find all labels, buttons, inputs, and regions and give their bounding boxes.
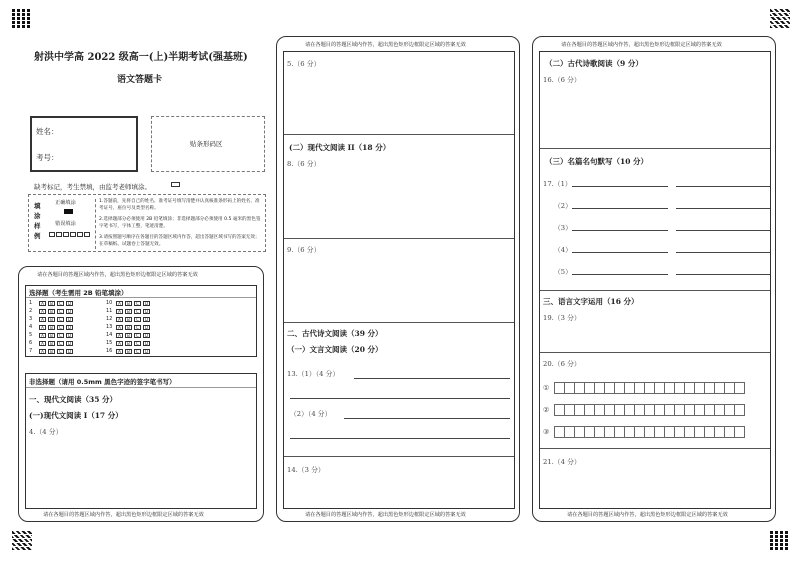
- choice-bubble-7-D[interactable]: D: [67, 348, 72, 354]
- choice-number: 15: [106, 340, 113, 346]
- answer-region-1: [18, 266, 264, 522]
- q20-grid-row-1[interactable]: [554, 382, 744, 394]
- choice-bubble-3-D[interactable]: D: [67, 316, 72, 322]
- choice-bubble-3-B[interactable]: B: [48, 317, 55, 322]
- choice-row-2: [29, 308, 73, 314]
- choice-bubble-11-C[interactable]: C: [134, 309, 141, 314]
- choice-bubble-14-D[interactable]: D: [144, 332, 149, 338]
- fill-example-label: 填涂样例: [34, 202, 41, 240]
- choice-bubble-13-C[interactable]: C: [134, 325, 141, 330]
- choice-row-14: [106, 332, 150, 338]
- question-8-label[interactable]: 8.（6 分）: [287, 160, 321, 168]
- choice-bubble-4-B[interactable]: B: [48, 325, 55, 330]
- choice-bubble-16-C[interactable]: C: [134, 349, 141, 354]
- choice-bubble-13-A[interactable]: A: [116, 325, 123, 330]
- choice-number: 6: [29, 340, 33, 346]
- qr-code-bottom-left: [12, 530, 32, 550]
- section-2c-heading: （三）名篇名句默写（10 分）: [545, 157, 649, 166]
- choice-bubble-12-C[interactable]: C: [134, 317, 141, 322]
- choice-bubble-16-A[interactable]: A: [116, 349, 123, 354]
- section-2-heading: 二、古代诗文阅读（39 分）: [287, 329, 383, 338]
- q20-mark-1: ①: [543, 384, 550, 392]
- warning-bottom-2: 请在各题目的答题区域内作答，超出黑色矩形边框限定区域的答案无效: [305, 512, 466, 518]
- warning-bottom-1: 请在各题目的答题区域内作答，超出黑色矩形边框限定区域的答案无效: [43, 512, 204, 518]
- section-2b-heading: （二）古代诗歌阅读（9 分）: [545, 59, 643, 68]
- choice-bubble-11-B[interactable]: B: [125, 309, 132, 314]
- instruction-1: 1.答题前，先将自己的姓名、准考证号填写清楚并认真核准条形码上的姓名、准考证号、座位号及类型名称。: [99, 199, 260, 211]
- question-17-1-label[interactable]: 17.（1）: [543, 180, 572, 188]
- choice-bubble-14-C[interactable]: C: [134, 333, 141, 338]
- choice-bubble-15-D[interactable]: D: [144, 340, 149, 346]
- question-20-label[interactable]: 20.（6 分）: [543, 360, 581, 368]
- qr-code-bottom-right: [770, 530, 790, 550]
- choice-row-15: [106, 340, 150, 346]
- choice-bubble-11-A[interactable]: A: [116, 309, 123, 314]
- choice-row-5: [29, 332, 73, 338]
- qr-code-top-left: [12, 8, 32, 28]
- choice-row-6: [29, 340, 73, 346]
- choice-bubble-1-A[interactable]: A: [39, 301, 46, 306]
- choice-number: 4: [29, 324, 33, 330]
- section-3-heading: 三、语言文字运用（16 分）: [543, 297, 639, 306]
- choice-bubble-11-D[interactable]: D: [144, 308, 149, 314]
- q13-2-line-2[interactable]: [290, 438, 510, 439]
- q20-mark-2: ②: [543, 406, 550, 414]
- choice-row-10: [106, 300, 150, 306]
- col2-frame: [283, 51, 515, 509]
- col3-frame: [539, 51, 771, 509]
- choice-bubble-2-B[interactable]: B: [48, 309, 55, 314]
- choice-bubble-7-A[interactable]: A: [39, 349, 46, 354]
- choice-row-7: [29, 348, 73, 354]
- q13-1-line-1[interactable]: [354, 378, 510, 379]
- choice-number: 13: [106, 324, 113, 330]
- nonchoice-title: 非选择题（请用 0.5mm 黑色字迹的签字笔书写）: [29, 378, 176, 386]
- correct-fill-sample: [64, 209, 73, 214]
- choice-row-3: [29, 316, 73, 322]
- choice-bubble-6-C[interactable]: C: [57, 341, 64, 346]
- choice-title: 选择题（考生需用 2B 铅笔填涂）: [29, 289, 128, 297]
- choice-number: 12: [106, 316, 113, 322]
- question-17-5-label[interactable]: （5）: [554, 268, 572, 276]
- choice-bubble-4-C[interactable]: C: [57, 325, 64, 330]
- choice-number: 5: [29, 332, 33, 338]
- question-17-2-label[interactable]: （2）: [554, 202, 572, 210]
- choice-bubble-10-C[interactable]: C: [134, 301, 141, 306]
- question-14-label[interactable]: 14.（3 分）: [287, 466, 325, 474]
- choice-bubble-16-B[interactable]: B: [125, 349, 132, 354]
- choice-bubble-16-D[interactable]: D: [144, 348, 149, 354]
- choice-bubble-5-A[interactable]: A: [39, 333, 46, 338]
- choice-number: 2: [29, 308, 33, 314]
- choice-row-11: [106, 308, 150, 314]
- grid-cell[interactable]: [734, 404, 745, 416]
- nonchoice-section: [25, 373, 257, 509]
- choice-row-13: [106, 324, 150, 330]
- choice-bubble-10-B[interactable]: B: [125, 301, 132, 306]
- choice-bubble-5-B[interactable]: B: [48, 333, 55, 338]
- choice-bubble-7-C[interactable]: C: [57, 349, 64, 354]
- choice-row-16: [106, 348, 150, 354]
- choice-number: 14: [106, 332, 113, 338]
- section-1a-heading: (一)现代文阅读 I（17 分）: [29, 411, 123, 420]
- choice-bubble-1-D[interactable]: D: [67, 300, 72, 306]
- choice-bubble-12-A[interactable]: A: [116, 317, 123, 322]
- choice-bubble-4-A[interactable]: A: [39, 325, 46, 330]
- choice-number: 10: [106, 300, 113, 306]
- choice-bubble-4-D[interactable]: D: [67, 324, 72, 330]
- warning-bottom-3: 请在各题目的答题区域内作答，超出黑色矩形边框限定区域的答案无效: [567, 512, 728, 518]
- grid-cell[interactable]: [734, 426, 745, 438]
- q13-1-line-2[interactable]: [290, 398, 510, 399]
- warning-top-2: 请在各题目的答题区域内作答，超出黑色矩形边框限定区域的答案无效: [305, 42, 466, 48]
- question-21-label[interactable]: 21.（4 分）: [543, 458, 581, 466]
- warning-top-3: 请在各题目的答题区域内作答，超出黑色矩形边框限定区域的答案无效: [561, 42, 722, 48]
- student-info-box[interactable]: [30, 116, 138, 172]
- choice-bubble-2-A[interactable]: A: [39, 309, 46, 314]
- q13-2-line-1[interactable]: [344, 418, 510, 419]
- choice-bubble-15-A[interactable]: A: [116, 341, 123, 346]
- choice-row-12: [106, 316, 150, 322]
- correct-fill-label: 正确填涂: [55, 200, 76, 206]
- choice-row-1: [29, 300, 73, 306]
- wrong-fill-label: 错误填涂: [55, 221, 76, 227]
- choice-number: 3: [29, 316, 33, 322]
- section-1b-heading: (二）现代文阅读 II（18 分）: [289, 143, 391, 152]
- choice-bubble-6-D[interactable]: D: [67, 340, 72, 346]
- choice-number: 11: [106, 308, 113, 314]
- question-5-label[interactable]: 5.（6 分）: [287, 60, 321, 68]
- section-2a-heading: （一）文言文阅读（20 分）: [287, 345, 383, 354]
- choice-bubble-13-B[interactable]: B: [125, 325, 132, 330]
- choice-number: 7: [29, 348, 33, 354]
- choice-bubble-1-C[interactable]: C: [57, 301, 64, 306]
- choice-bubble-6-A[interactable]: A: [39, 341, 46, 346]
- question-4-label[interactable]: 4.（4 分）: [29, 428, 63, 436]
- qr-code-top-right: [770, 8, 790, 28]
- question-16-label[interactable]: 16.（6 分）: [543, 76, 581, 84]
- choice-bubble-2-C[interactable]: C: [57, 309, 64, 314]
- question-13-1-label[interactable]: 13.（1）（4 分）: [287, 370, 340, 378]
- absent-note: 缺考标记，考生禁填，由监考老师填涂。: [34, 183, 151, 191]
- name-label: 姓名：: [36, 127, 59, 136]
- question-19-label[interactable]: 19.（3 分）: [543, 314, 581, 322]
- choice-bubble-10-D[interactable]: D: [144, 300, 149, 306]
- choice-number: 1: [29, 300, 33, 306]
- answer-region-2: [276, 36, 520, 522]
- absent-mark-box[interactable]: [171, 182, 180, 187]
- fill-example-box: [28, 194, 266, 252]
- choice-bubble-12-D[interactable]: D: [144, 316, 149, 322]
- wrong-fill-samples: [49, 230, 95, 237]
- answer-region-3: [532, 36, 776, 522]
- choice-bubble-14-B[interactable]: B: [125, 333, 132, 338]
- choice-bubble-2-D[interactable]: D: [67, 308, 72, 314]
- choice-bubble-5-D[interactable]: D: [67, 332, 72, 338]
- choice-bubble-10-A[interactable]: A: [116, 301, 123, 306]
- choice-bubble-12-B[interactable]: B: [125, 317, 132, 322]
- q20-grid-row-3[interactable]: [554, 426, 744, 438]
- question-17-3-label[interactable]: （3）: [554, 224, 572, 232]
- choice-section: [25, 285, 257, 357]
- choice-bubble-5-C[interactable]: C: [57, 333, 64, 338]
- choice-bubble-15-B[interactable]: B: [125, 341, 132, 346]
- choice-bubble-1-B[interactable]: B: [48, 301, 55, 306]
- choice-bubble-3-A[interactable]: A: [39, 317, 46, 322]
- grid-cell[interactable]: [734, 382, 745, 394]
- q20-grid-row-2[interactable]: [554, 404, 744, 416]
- card-subtitle: 语文答题卡: [117, 75, 163, 85]
- barcode-area: 贴条形码区: [151, 116, 265, 172]
- choice-bubble-14-A[interactable]: A: [116, 333, 123, 338]
- instruction-3: 3.请按照题号顺序在各题目的答题区域内作答，超出答题区域书写的答案无效；在草稿纸、试题卷上答题无效。: [99, 235, 260, 247]
- exam-title: 射洪中学高 2022 级高一(上)半期考试(强基班): [34, 52, 248, 63]
- question-13-2-label[interactable]: （2）（4 分）: [290, 410, 332, 418]
- choice-row-4: [29, 324, 73, 330]
- choice-bubble-15-C[interactable]: C: [134, 341, 141, 346]
- choice-number: 16: [106, 348, 113, 354]
- instruction-2: 2.选择题部分必须使用 2B 铅笔填涂；非选择题部分必须使用 0.5 毫米的黑色签字笔书写，字体工整，笔迹清楚。: [99, 217, 261, 229]
- question-17-4-label[interactable]: （4）: [554, 246, 572, 254]
- q20-mark-3: ③: [543, 428, 550, 436]
- choice-bubble-13-D[interactable]: D: [144, 324, 149, 330]
- question-9-label[interactable]: 9.（6 分）: [287, 246, 321, 254]
- exam-number-label: 考号：: [36, 153, 59, 162]
- warning-top-1: 请在各题目的答题区域内作答，超出黑色矩形边框限定区域的答案无效: [37, 272, 198, 278]
- section-1-heading: 一、现代文阅读（35 分）: [29, 395, 118, 404]
- choice-bubble-7-B[interactable]: B: [48, 349, 55, 354]
- choice-bubble-3-C[interactable]: C: [57, 317, 64, 322]
- choice-bubble-6-B[interactable]: B: [48, 341, 55, 346]
